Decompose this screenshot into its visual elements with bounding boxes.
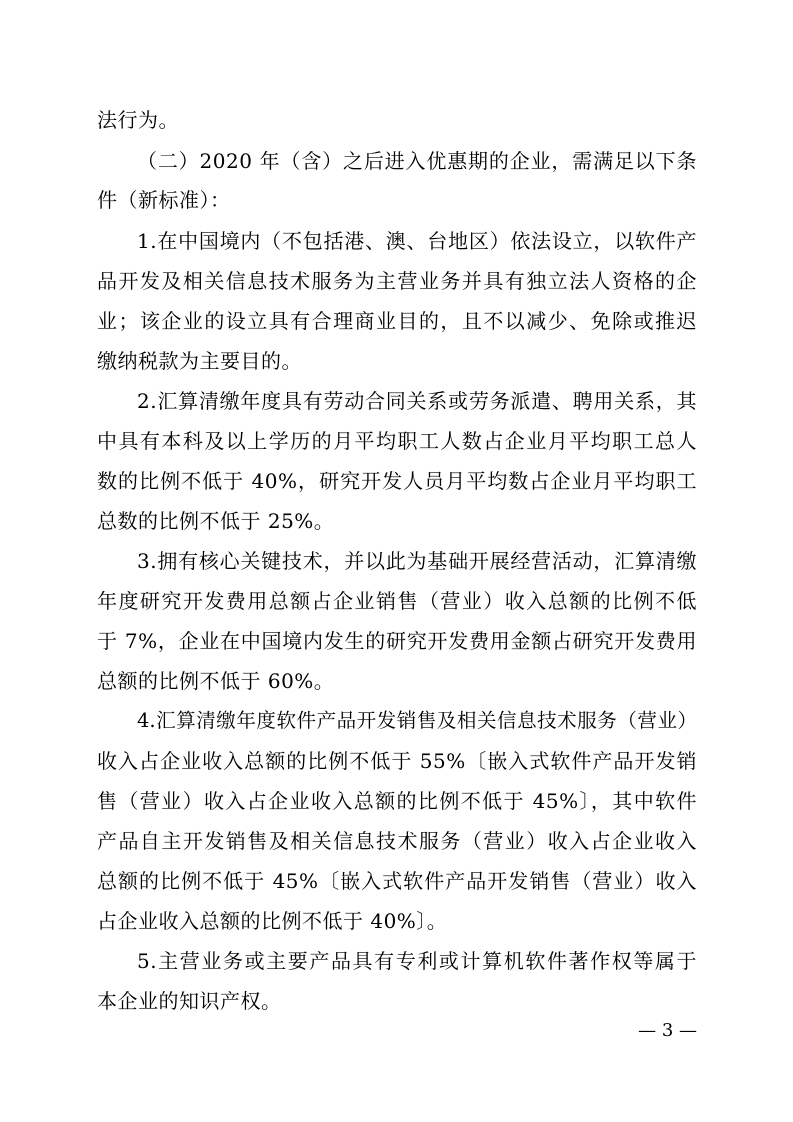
condition-4-line: 4.汇算清缴年度软件产品开发销售及相关信息技术服务（营业） [137,709,697,732]
section-heading-line: （二）2020 年（含）之后进入优惠期的企业，需满足以下条 [137,149,697,173]
condition-1-line: 品开发及相关信息技术服务为主营业务并具有独立法人资格的企 [97,269,697,293]
condition-3-line: 年度研究开发费用总额占企业销售（营业）收入总额的比例不低 [97,589,697,613]
condition-1-line: 1.在中国境内（不包括港、澳、台地区）依法设立，以软件产 [137,229,697,253]
condition-1-line: 业；该企业的设立具有合理商业目的，且不以减少、免除或推迟 [97,309,697,333]
condition-3-line: 3.拥有核心关键技术，并以此为基础开展经营活动，汇算清缴 [137,549,697,573]
section-heading-line: 件（新标准）： [97,188,231,212]
body-text-line: 法行为。 [97,108,179,132]
condition-4-line: 占企业收入总额的比例不低于 40%〕。 [97,909,448,933]
condition-5-line: 5.主营业务或主要产品具有专利或计算机软件著作权等属于 [137,949,697,973]
condition-2-line: 总数的比例不低于 25%。 [97,509,335,533]
condition-4-line: 总额的比例不低于 45%〔嵌入式软件产品开发销售（营业）收入 [97,869,697,893]
page-number: — 3 — [638,1020,697,1041]
condition-4-line: 售（营业）收入占企业收入总额的比例不低于 45%〕，其中软件 [97,789,697,813]
condition-1-line: 缴纳税款为主要目的。 [97,349,302,373]
condition-4-line: 产品自主开发销售及相关信息技术服务（营业）收入占企业收入 [97,829,697,853]
condition-5-line: 本企业的知识产权。 [97,989,282,1013]
condition-2-line: 数的比例不低于 40%，研究开发人员月平均数占企业月平均职工 [97,469,697,493]
condition-3-line: 于 7%，企业在中国境内发生的研究开发费用金额占研究开发费用 [97,629,697,653]
condition-2-line: 2.汇算清缴年度具有劳动合同关系或劳务派遣、聘用关系，其 [137,389,697,413]
condition-2-line: 中具有本科及以上学历的月平均职工人数占企业月平均职工总人 [97,429,697,453]
condition-4-line: 收入占企业收入总额的比例不低于 55%〔嵌入式软件产品开发销 [97,749,697,773]
condition-3-line: 总额的比例不低于 60%。 [97,669,335,693]
